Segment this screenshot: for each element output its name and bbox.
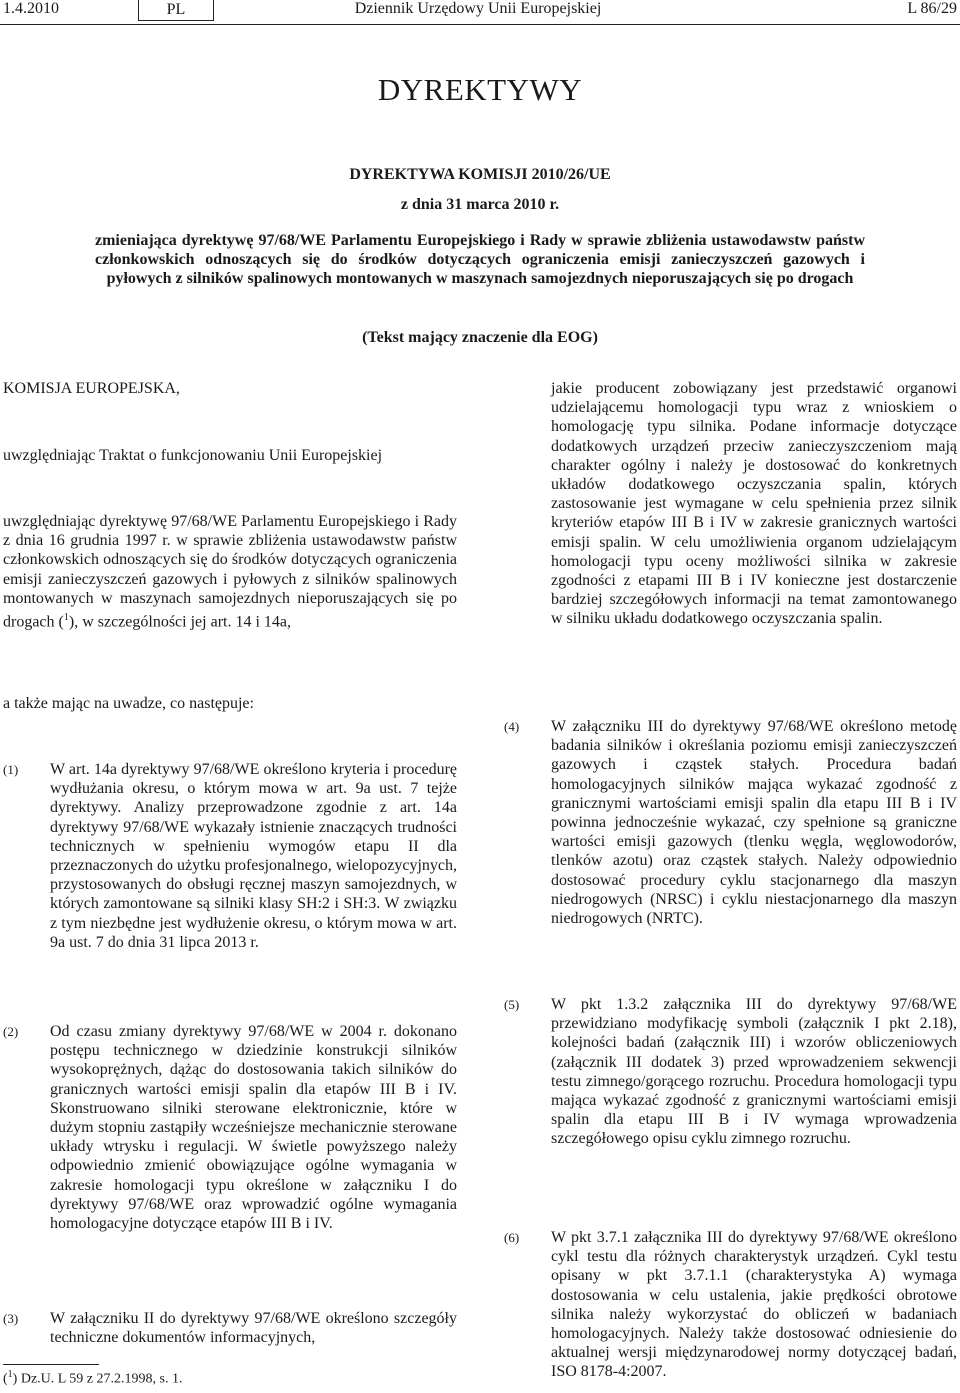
recital-text: W załączniku III do dyrektywy 97/68/WE określono metodę badania silników i określania poziomu emisji zanieczyszczeń gazowych i cząstek stałych. Procedura badań homologacyjnych silników mająca wykazać zgodność z granicznymi wartościami emisji spalin dla etapu III B i IV powinna jednocześnie wykazać, czy spełnione są graniczne wartości emisji gazowych (tlenku węgla, węglowodorów, tlenków azotu) oraz cząstek stałych. Należy odpowiednio dostosować procedury cyklu stacjonarnego dla maszyn niedrogowych (NRSC) i cyklu niestacjonarnego dla maszyn niedrogowych (NRTC). xyxy=(551,718,957,928)
preamble-commission: KOMISJA EUROPEJSKA, xyxy=(3,380,180,397)
header-rule xyxy=(0,24,960,25)
recital-number: (6) xyxy=(504,1230,520,1245)
recital-number: (5) xyxy=(504,997,520,1012)
preamble-directive-ref-end: ), w szczególności jej art. 14 i 14a, xyxy=(68,613,292,631)
journal-name: Dziennik Urzędowy Unii Europejskiej xyxy=(354,0,602,17)
footnote-mark: 1 xyxy=(7,1369,13,1380)
directive-date: z dnia 31 marca 2010 r. xyxy=(400,196,560,213)
recital-text: W pkt 1.3.2 załącznika III do dyrektywy 97/68/WE przewidziano modyfikację symboli (załącznik I pkt 2.18), kolejności badań (załącznik III) i wzorów obliczeniowych (załącznik III dodatek 3) przed wprowadzeniem sekwencji testu zimnego/gorącego rozruchu. Procedura homologacji typu mająca wykazać zgodność z granicznymi wartościami emisji spalin dla etapu III B i IV wymaga wprowadzenia szczegółowego opisu cyklu zimnego rozruchu. xyxy=(551,996,957,1148)
preamble-treaty: uwzględniając Traktat o funkcjonowaniu Unii Europejskiej xyxy=(3,447,383,464)
directive-title: DYREKTYWA KOMISJI 2010/26/UE xyxy=(349,166,611,183)
recital-number: (2) xyxy=(3,1024,19,1039)
preamble-directive-ref xyxy=(3,512,457,632)
recital-text: W załączniku II do dyrektywy 97/68/WE określono szczegóły techniczne dokumentów informacyjnych, xyxy=(50,1310,457,1347)
page-number: L 86/29 xyxy=(907,0,957,17)
eea-relevance: (Tekst mający znaczenie dla EOG) xyxy=(362,329,598,346)
preamble-directive-ref-text: uwzględniając dyrektywę 97/68/WE Parlamentu Europejskiego i Rady z dnia 16 grudnia 1997 r. w sprawie zbliżenia ustawodawstw państw członkowskich odnoszących się do środków dotyczących ograniczenia emisji zanieczyszczeń gazowych i pyłowych z silników spalinowych montowanych w maszynach samojezdnych nieporuszających się po drogach ( xyxy=(3,513,457,631)
preamble-whereas: a także mając na uwadze, co następuje: xyxy=(3,695,254,712)
section-title: DYREKTYWY xyxy=(377,72,583,107)
footnote: ($^1$) Dz.U. L 59 z 27.2.1998, s. 1. xyxy=(3,1369,183,1387)
recital-text: W art. 14a dyrektywy 97/68/WE określono kryteria i procedurę wydłużania okresu, o którym mowa w art. 9a ust. 7 tejże dyrektywy. Analizy przeprowadzone zgodnie z art. 14a dyrektywy 97/68/WE wykazały istnienie znaczących trudności technicznych w spełnieniu wymogów etapu II dla przeznaczonych do użytku profesjonalnego, wielopozycyjnych, przystosowanych do obsługi ręcznej maszyn samojezdnych, w których zamontowane są silniki klasy SH:2 i SH:3. W związku z tym niezbędne jest wydłużenie okresu, o którym mowa w art. 9a ust. 7 do dnia 31 lipca 2013 r. xyxy=(50,761,457,951)
header-date: 1.4.2010 xyxy=(3,0,59,17)
footnote-ref: 1 xyxy=(63,612,69,624)
footnote-rule xyxy=(3,1364,99,1365)
directive-subject: zmieniająca dyrektywę 97/68/WE Parlamentu Europejskiego i Rady w sprawie zbliżenia ustawodawstw państw członkowskich odnoszących się do środków dotyczących ograniczenia emisji zanieczyszczeń gazowych i pyłowych z silników spalinowych montowanych w maszynach samojezdnych nieporuszających się po drogach xyxy=(95,232,865,288)
recital-number: (4) xyxy=(504,719,520,734)
continued-paragraph: jakie producent zobowiązany jest przedstawić organowi udzielającemu homologacji typu wraz z wnioskiem o homologację typu silnika. Podane informacje dotyczące dodatkowych urządzeń przeciw zanieczyszczeniom mają charakter ogólny i należy je dostosować do konkretnych układów dodatkowego oczyszczania spalin, których zastosowanie jest wymagane w celu spełnienia przez silnik kryteriów etapów III B i IV w zakresie granicznych wartości emisji spalin. W celu umożliwienia organom udzielającym homologacji typu oceny możliwości silnika w zakresie zgodności z etapami III B i IV konieczne jest dostarczenie bardziej szczegółowych informacji na temat zamontowanego w silniku układu dodatkowego oczyszczania spalin. xyxy=(551,380,957,628)
recital-text: Od czasu zmiany dyrektywy 97/68/WE w 2004 r. dokonano postępu technicznego w dziedzinie konstrukcji silników wysokoprężnych, dążąc do dostosowania takich silników do granicznych wartości emisji spalin dla etapów III B i IV. Skonstruowano silniki sterowane elektronicznie, które w dużym stopniu zastąpiły wcześniejsze mechanicznie sterowane układy wtrysku i regulacji. W świetle powyższego należy odpowiednio zmienić obowiązujące ogólne wymagania w zakresie homologacji typu określone w załączniku I do dyrektywy 97/68/WE oraz wprowadzić ogólne wymagania homologacyjne dotyczące etapów III B i IV. xyxy=(50,1023,457,1233)
recital-number: (1) xyxy=(3,762,19,777)
language-tab: PL xyxy=(138,0,214,21)
recital-text: W pkt 3.7.1 załącznika III do dyrektywy 97/68/WE określono cykl testu dla różnych charakterystyk urządzeń. Cykl testu opisany w pkt 3.7.1.1 (charakterystyka A) wymaga dostosowania w celu ustalenia, jakie prędkości obrotowe silnika należy wykorzystać do obliczeń w badaniach homologacyjnych. Należy także dostosować odniesienie do aktualnej wersji międzynarodowej normy dotyczącej badań, ISO 8178-4:2007. xyxy=(551,1229,957,1381)
page-header xyxy=(0,0,960,24)
recital-number: (3) xyxy=(3,1311,19,1326)
footnote-text: Dz.U. L 59 z 27.2.1998, s. 1. xyxy=(20,1371,183,1387)
